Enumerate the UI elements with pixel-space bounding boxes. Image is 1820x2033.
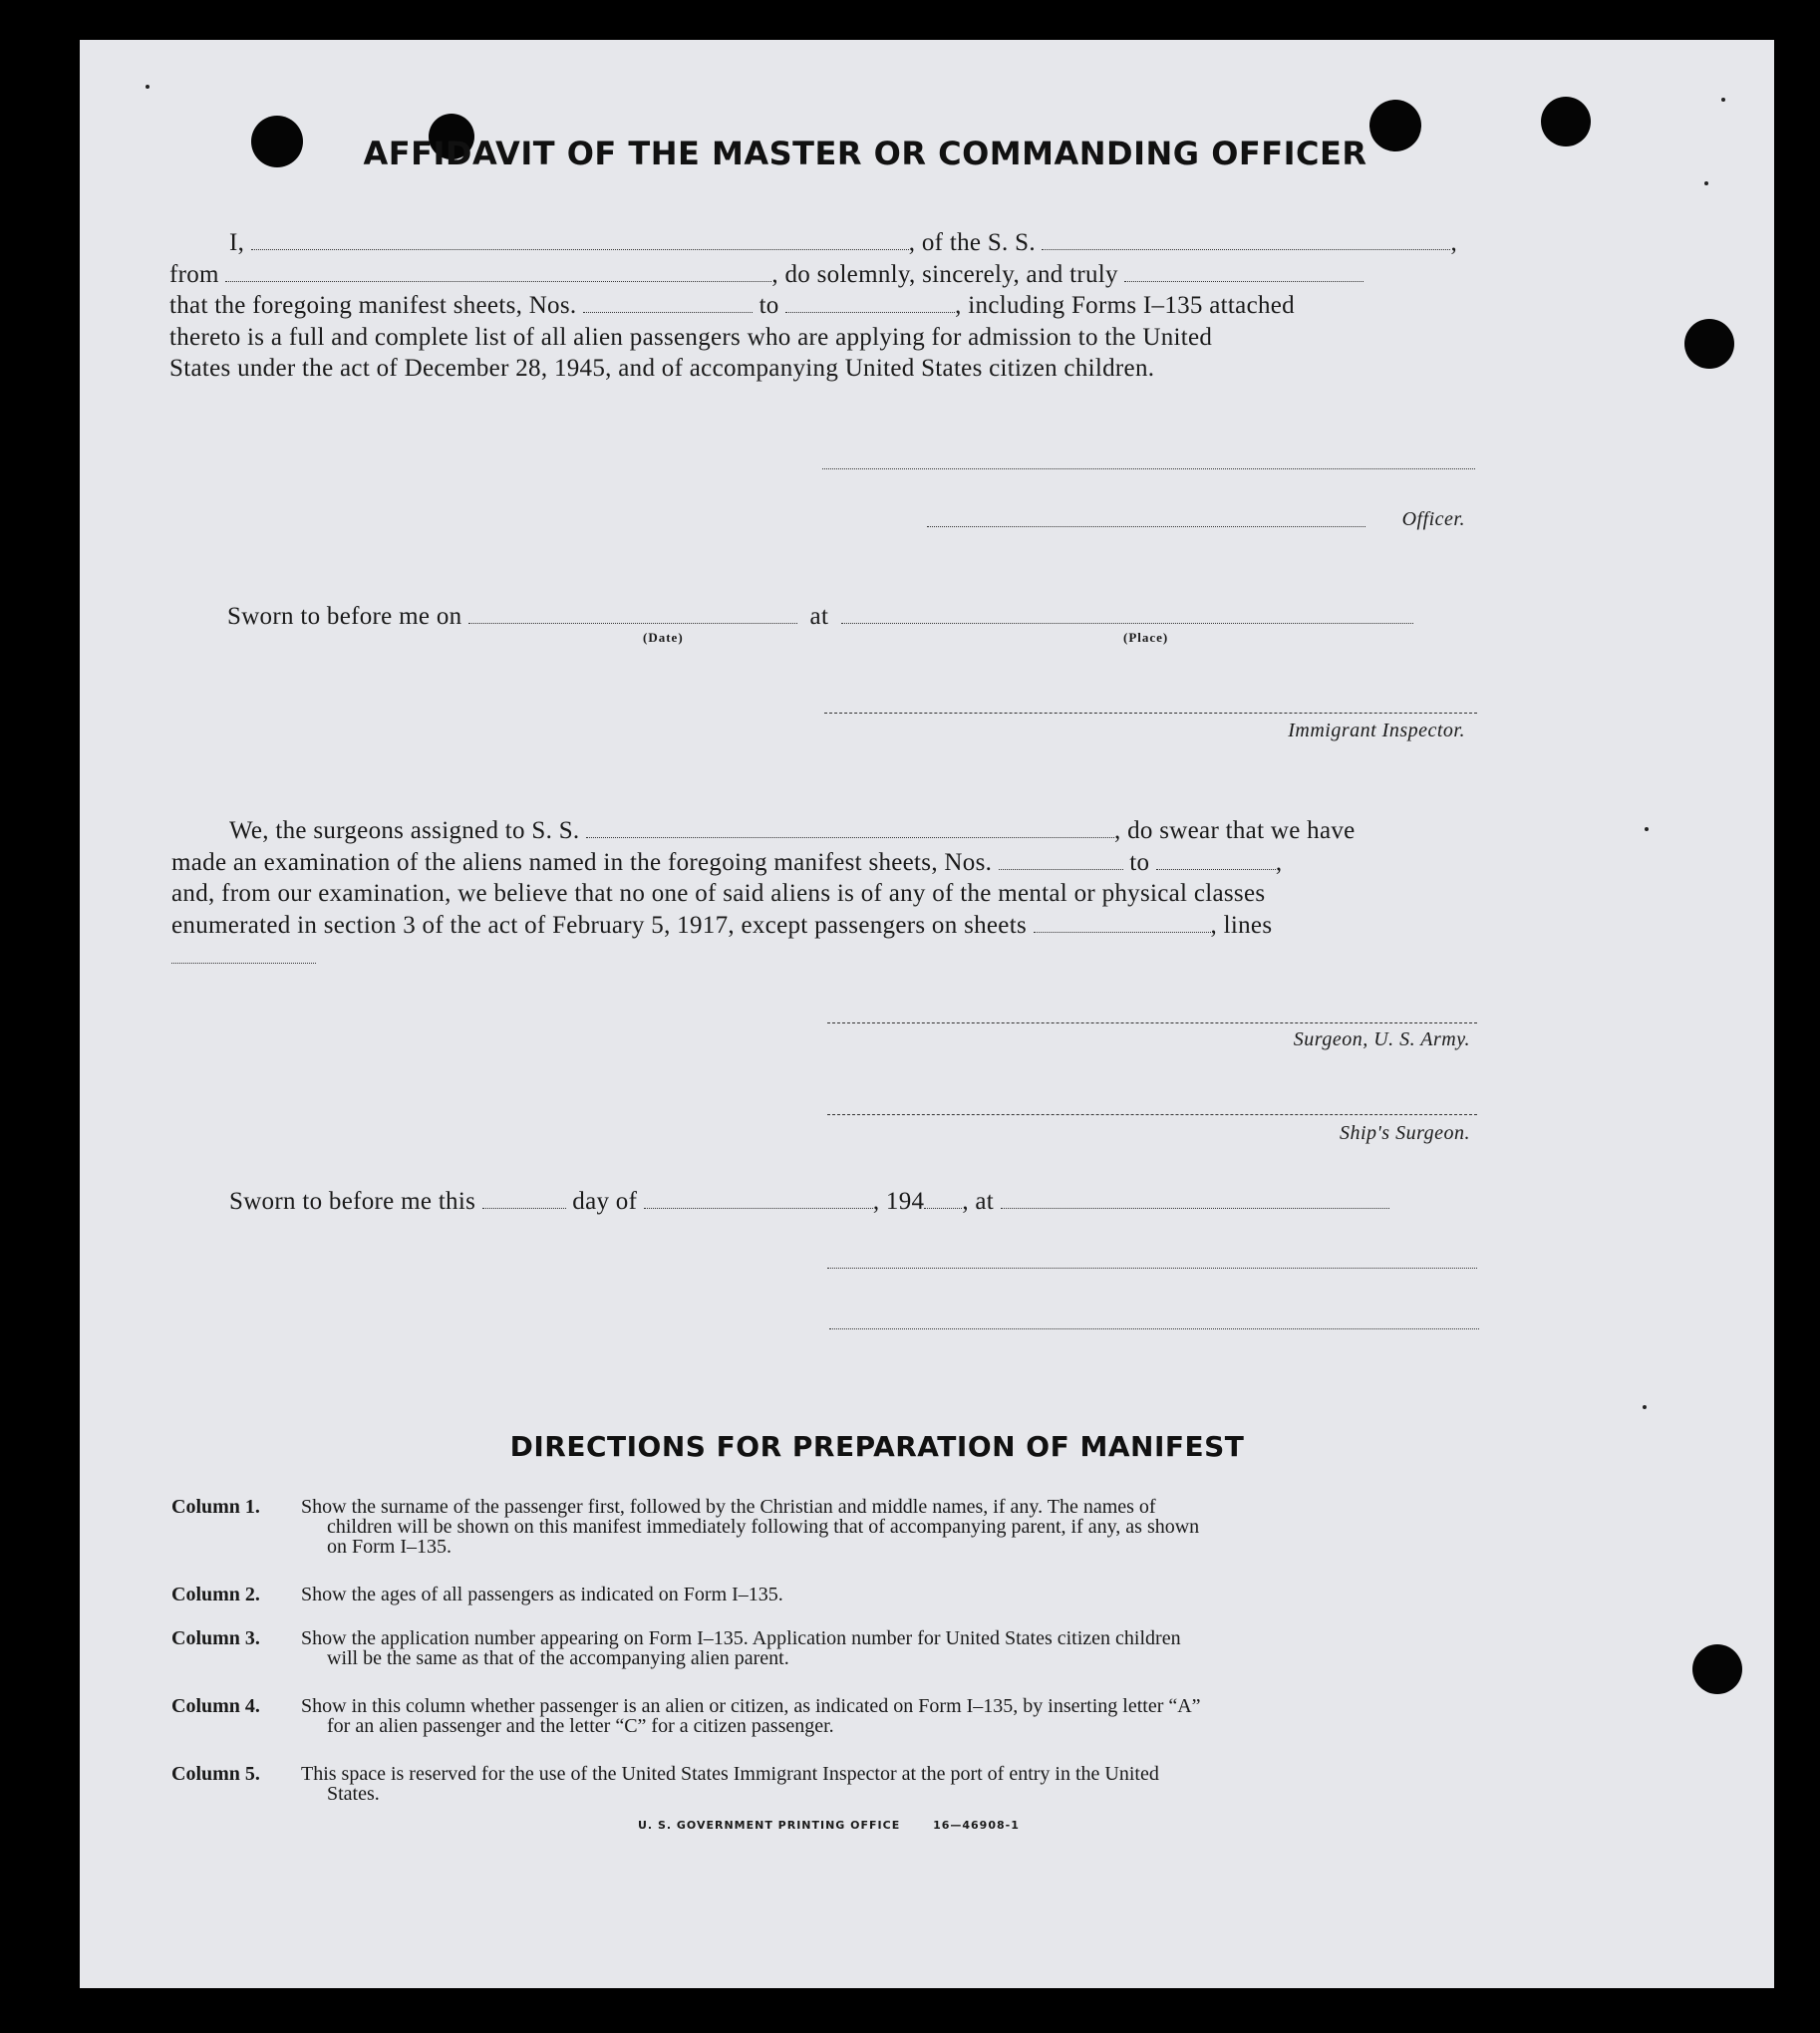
surgeons-line-3: and, from our examination, we believe that no one of said aliens is of any of the mental or physical classes xyxy=(171,880,1266,907)
ship-surgeon-signature-line[interactable] xyxy=(827,1114,1477,1115)
column-text-line: States. xyxy=(327,1783,380,1805)
affidavit-paragraph xyxy=(169,227,1565,385)
column-label: Column 3. xyxy=(171,1627,260,1649)
month-blank[interactable] xyxy=(644,1188,873,1209)
affidavit-line-4: thereto is a full and complete list of all alien passengers who are applying for admission to the United xyxy=(169,323,1213,351)
from-port-blank[interactable] xyxy=(225,261,771,282)
text-194: , 194 xyxy=(872,1188,925,1215)
text-i: I, xyxy=(229,229,245,256)
column-label: Column 4. xyxy=(171,1695,260,1717)
text-at-2: , at xyxy=(962,1188,995,1215)
column-text-line: Show in this column whether passenger is an alien or citizen, as indicated on Form I–135, by inserting letter “A” xyxy=(301,1695,1201,1717)
text-including: , including Forms I–135 attached xyxy=(955,292,1295,319)
affidavit-title: AFFIDAVIT OF THE MASTER OR COMMANDING OFFICER xyxy=(363,135,1367,172)
text-solemnly: , do solemnly, sincerely, and truly xyxy=(771,260,1118,288)
column-text xyxy=(301,1497,1567,1557)
speck xyxy=(1643,1405,1647,1409)
inspector-signature-line[interactable] xyxy=(824,713,1477,714)
place-label: (Place) xyxy=(1123,630,1169,645)
column-text-line: will be the same as that of the accompanying alien parent. xyxy=(327,1647,789,1669)
directions-title: DIRECTIONS FOR PREPARATION OF MANIFEST xyxy=(509,1430,1245,1463)
text-of-ss: , of the S. S. xyxy=(908,229,1036,256)
column-label: Column 5. xyxy=(171,1763,260,1785)
text-examination: made an examination of the aliens named in the foregoing manifest sheets, Nos. xyxy=(171,848,993,876)
oath-blank[interactable] xyxy=(1124,261,1364,282)
sheet-from-blank[interactable] xyxy=(583,292,753,313)
direction-column-3 xyxy=(171,1628,1577,1670)
punch-hole xyxy=(1541,97,1591,146)
column-text-line: Show the application number appearing on Form I–135. Application number for United States citizen children xyxy=(301,1627,1181,1649)
date-label: (Date) xyxy=(643,630,684,645)
master-name-blank[interactable] xyxy=(251,229,909,250)
ship-surgeon-label: Ship's Surgeon. xyxy=(1339,1122,1470,1144)
punch-hole xyxy=(1684,319,1734,369)
text-we-surgeons: We, the surgeons assigned to S. S. xyxy=(229,817,580,844)
officer-signature-line-2[interactable] xyxy=(927,526,1365,527)
speck xyxy=(1704,181,1708,185)
column-text xyxy=(301,1696,1567,1736)
printer-imprint xyxy=(638,1819,1020,1832)
sheet-to-blank[interactable] xyxy=(785,292,955,313)
column-text-line: Show the surname of the passenger first, followed by the Christian and middle names, if any. The names of xyxy=(301,1496,1156,1518)
column-text-line: Show the ages of all passengers as indicated on Form I–135. xyxy=(301,1584,783,1605)
sworn-place-blank[interactable] xyxy=(841,603,1413,624)
official-signature-line[interactable] xyxy=(827,1268,1477,1269)
official-title-line[interactable] xyxy=(829,1328,1479,1329)
text-comma-2: , xyxy=(1275,848,1283,876)
text-day-of: day of xyxy=(572,1188,638,1215)
column-label: Column 2. xyxy=(171,1584,260,1605)
text-to: to xyxy=(758,292,779,319)
column-text-line: for an alien passenger and the letter “C” for a citizen passenger. xyxy=(327,1715,834,1737)
column-text-line: on Form I–135. xyxy=(327,1536,452,1558)
surgeon-sheet-from-blank[interactable] xyxy=(999,849,1123,870)
officer-signature-line[interactable] xyxy=(822,468,1475,469)
sworn-date-blank[interactable] xyxy=(468,603,797,624)
text-enumerated: enumerated in section 3 of the act of February 5, 1917, except passengers on sheets xyxy=(171,911,1027,939)
except-sheets-blank[interactable] xyxy=(1034,912,1211,933)
text-from: from xyxy=(169,260,219,288)
column-text-line: This space is reserved for the use of the United States Immigrant Inspector at the port of entry in the United xyxy=(301,1763,1159,1785)
day-blank[interactable] xyxy=(482,1188,566,1209)
officer-label: Officer. xyxy=(1401,508,1465,530)
speck xyxy=(1645,827,1649,831)
speck xyxy=(1721,98,1725,102)
text-to-2: to xyxy=(1129,848,1150,876)
direction-column-4 xyxy=(171,1696,1577,1738)
direction-column-1 xyxy=(171,1497,1577,1561)
punch-hole xyxy=(1692,1644,1742,1694)
form-code: 16—46908-1 xyxy=(933,1819,1020,1832)
affidavit-line-5: States under the act of December 28, 1945, and of accompanying United States citizen children. xyxy=(169,355,1155,382)
text-at: at xyxy=(809,603,829,630)
printer-name: U. S. GOVERNMENT PRINTING OFFICE xyxy=(638,1819,901,1832)
column-text xyxy=(301,1628,1567,1668)
direction-column-2 xyxy=(171,1585,1577,1606)
text-sworn: Sworn to before me on xyxy=(227,603,462,630)
column-text-line: children will be shown on this manifest immediately following that of accompanying parent, if any, as shown xyxy=(327,1516,1200,1538)
text-comma: , xyxy=(1450,229,1457,256)
column-text xyxy=(301,1585,1567,1604)
surgeon-sheet-to-blank[interactable] xyxy=(1156,849,1276,870)
sworn2-place-blank[interactable] xyxy=(1001,1188,1389,1209)
column-text xyxy=(301,1764,1567,1804)
column-label: Column 1. xyxy=(171,1496,260,1518)
punch-hole xyxy=(251,116,303,167)
army-surgeon-signature-line[interactable] xyxy=(827,1022,1477,1023)
except-lines-blank[interactable] xyxy=(171,943,316,964)
surgeons-ship-blank[interactable] xyxy=(586,817,1114,838)
text-lines: , lines xyxy=(1210,911,1273,939)
surgeons-paragraph xyxy=(171,815,1567,973)
text-sworn-this: Sworn to before me this xyxy=(229,1188,476,1215)
form-page xyxy=(80,40,1774,1988)
sworn-this-day xyxy=(229,1186,1485,1218)
text-swear: , do swear that we have xyxy=(1114,817,1356,844)
year-digit-blank[interactable] xyxy=(924,1188,962,1209)
inspector-label: Immigrant Inspector. xyxy=(1288,720,1465,741)
text-sheets: that the foregoing manifest sheets, Nos. xyxy=(169,292,577,319)
sworn-before-me xyxy=(227,601,1483,633)
ship-name-blank[interactable] xyxy=(1042,229,1450,250)
army-surgeon-label: Surgeon, U. S. Army. xyxy=(1293,1028,1470,1050)
direction-column-5 xyxy=(171,1764,1577,1806)
speck xyxy=(146,85,150,89)
